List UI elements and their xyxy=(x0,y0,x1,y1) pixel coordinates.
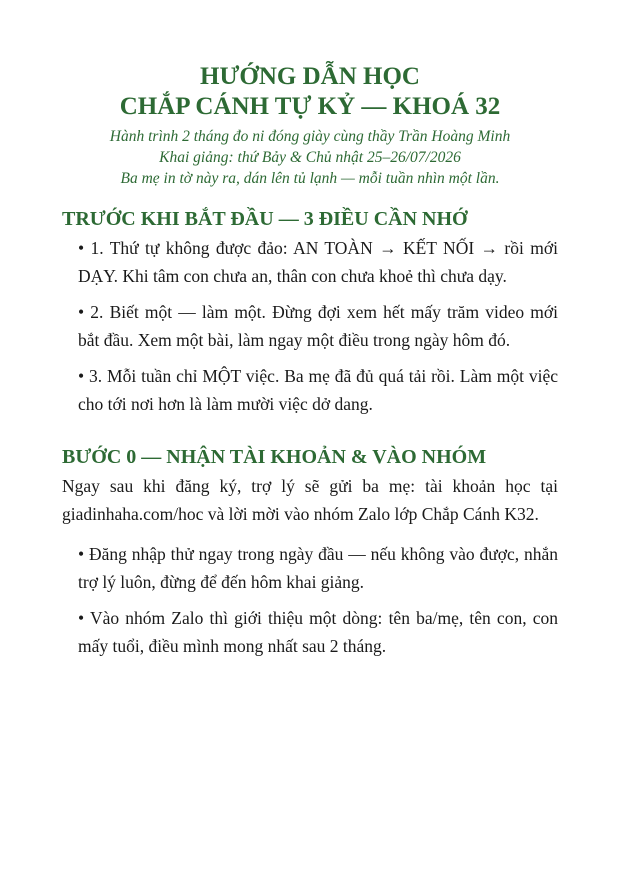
subtitle-block xyxy=(62,126,558,189)
section-heading-before-start: TRƯỚC KHI BẮT ĐẦU — 3 ĐIỀU CẦN NHỚ xyxy=(62,208,468,230)
subtitle-line-3: Ba mẹ in tờ này ra, dán lên tủ lạnh — mỗi tuần nhìn một lần. xyxy=(120,170,500,187)
document-header xyxy=(62,62,558,189)
bullet-item-login: • Đăng nhập thử ngay trong ngày đầu — nếu không vào được, nhắn trợ lý luôn, đừng để đến hôm khai giảng. xyxy=(78,544,558,592)
title-line-1: HƯỚNG DẪN HỌC xyxy=(200,63,420,90)
subtitle-line-1: Hành trình 2 tháng đo ni đóng giày cùng thầy Trần Hoàng Minh xyxy=(109,128,511,145)
bullet-list-rules xyxy=(62,234,558,418)
section-before-start xyxy=(62,206,558,418)
subtitle-line-2: Khai giảng: thứ Bảy & Chủ nhật 25–26/07/2026 xyxy=(159,149,461,166)
bullet-item-rule-1: • 1. Thứ tự không được đảo: AN TOÀN → KẾT NỐI → rồi mới DẠY. Khi tâm con chưa an, thân con chưa khoẻ thì chưa dạy. xyxy=(78,238,558,286)
bullet-item-rule-3: • 3. Mỗi tuần chỉ MỘT việc. Ba mẹ đã đủ quá tải rồi. Làm một việc cho tới nơi hơn là làm mười việc dở dang. xyxy=(78,366,558,414)
step-0-intro: Ngay sau khi đăng ký, trợ lý sẽ gửi ba mẹ: tài khoản học tại giadinhaha.com/hoc và lời mời vào nhóm Zalo lớp Chắp Cánh K32. xyxy=(62,476,558,524)
section-heading-step-0: BƯỚC 0 — NHẬN TÀI KHOẢN & VÀO NHÓM xyxy=(62,446,487,468)
bullet-list-step-0 xyxy=(62,540,558,660)
title-line-2: CHẮP CÁNH TỰ KỶ — KHOÁ 32 xyxy=(119,93,501,120)
bullet-item-zalo-intro: • Vào nhóm Zalo thì giới thiệu một dòng: tên ba/mẹ, tên con, con mấy tuổi, điều mình mong nhất sau 2 tháng. xyxy=(78,608,558,656)
section-step-0 xyxy=(62,444,558,660)
bullet-item-rule-2: • 2. Biết một — làm một. Đừng đợi xem hết mấy trăm video mới bắt đầu. Xem một bài, làm ngay một điều trong ngày hôm đó. xyxy=(78,302,558,350)
